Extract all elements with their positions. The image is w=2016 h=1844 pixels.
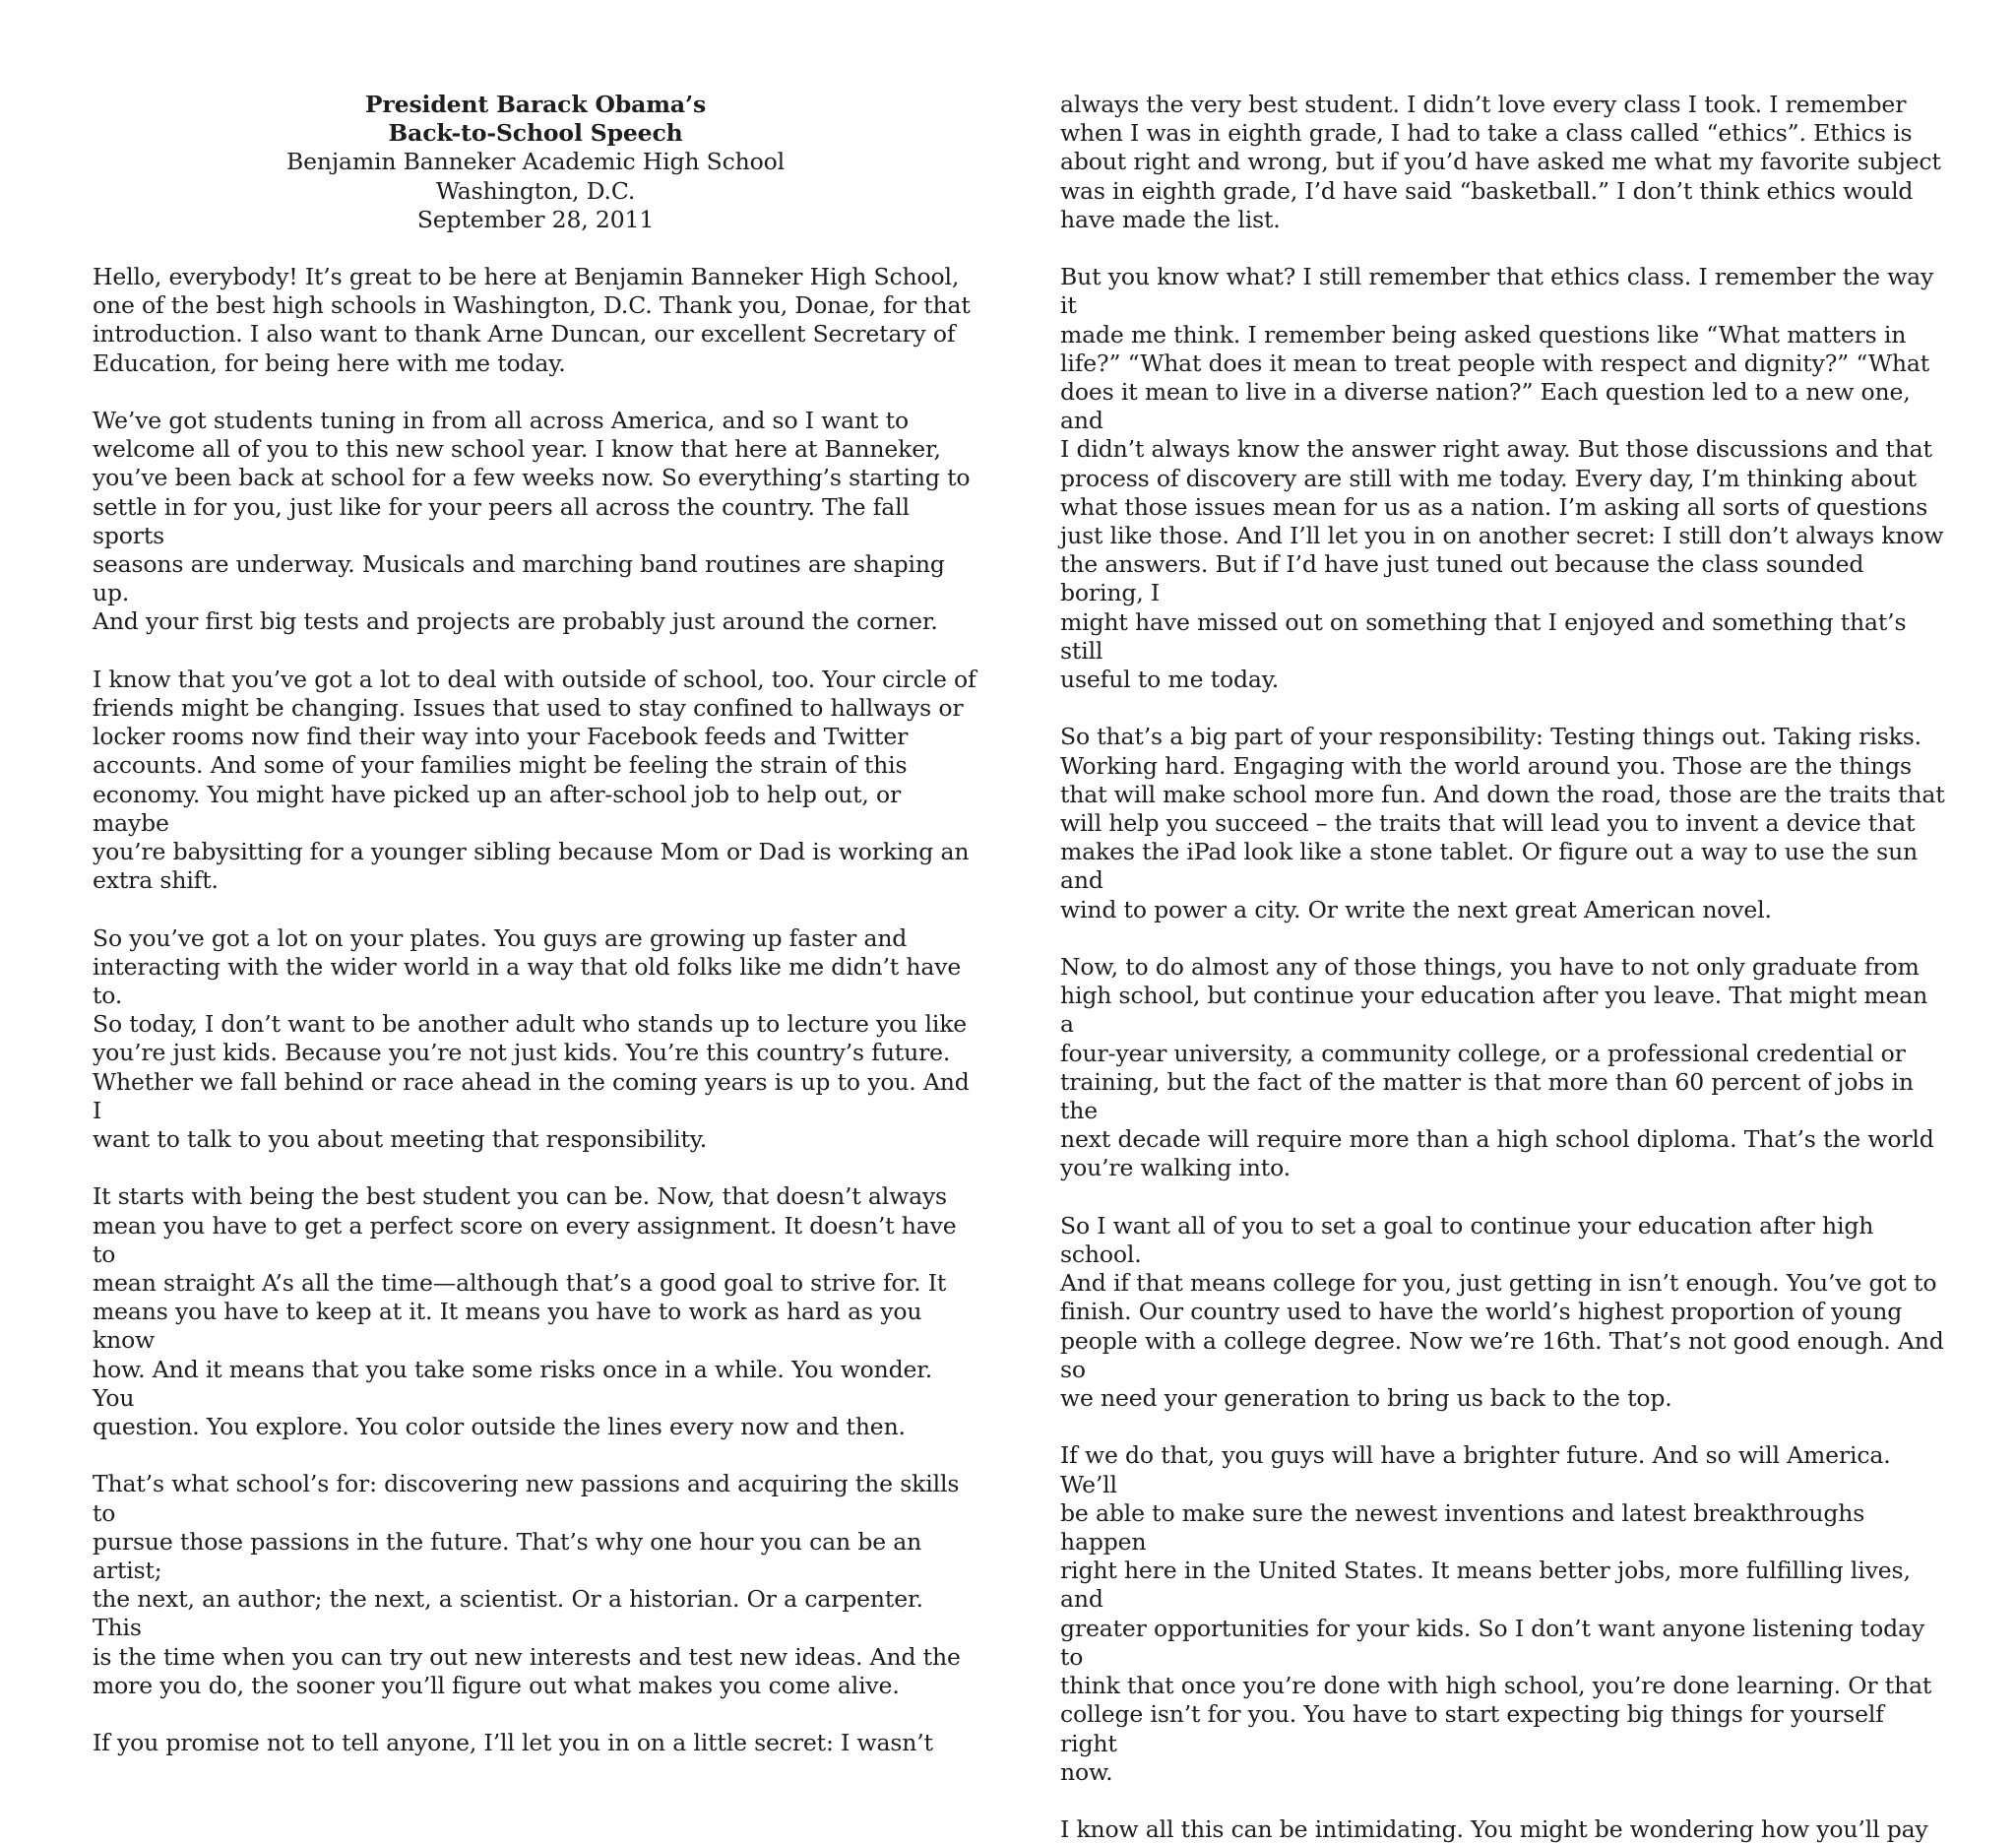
paragraph: We’ve got students tuning in from all across America, and so I want to welcome all of you to this new school year. I know that here at Banneker, you’ve been back at school for a few weeks now. So everything’s starting to settle in for you, just like for your peers all across the country. The fall sports seasons are underway. Musicals and marching band routines are shaping up. And your first big tests and projects are probably just around the corner.: [93, 407, 971, 636]
paragraph: But you know what? I still remember that ethics class. I remember the way it made me think. I remember being asked questions like “What matters in life?” “What does it mean to treat people with respect and dignity?” “What does it mean to live in a diverse nation?” Each question led to a new one, and I didn’t always know the answer right away. But those discussions and that process of discovery are still with me today. Every day, I’m thinking about what those issues mean for us as a nation. I’m asking all sorts of questions just like those. And I’ll let you in on another secret: I still don’t always know the answers. But if I’d have just tuned out because the class sounded boring, I might have missed out on something that I enjoyed and something that’s still useful to me today.: [1060, 263, 1944, 694]
paragraph: always the very best student. I didn’t love every class I took. I remember when I was in eighth grade, I had to take a class called “ethics”. Ethics is about right and wrong, but if you’d have asked me what my favorite subject was in eighth grade, I’d have said “basketball.” I don’t think ethics would have made the list.: [1060, 91, 1941, 233]
paragraph: Hello, everybody! It’s great to be here at Benjamin Banneker High School, one of the best high schools in Washington, D.C. Thank you, Donae, for that introduction. I also want to thank Arne Duncan, our excellent Secretary of Education, for being here with me today.: [93, 263, 971, 377]
speech-title-line2: Back-to-School Speech: [388, 119, 683, 148]
speech-title-line1: President Barack Obama’s: [364, 91, 707, 118]
paragraph: It starts with being the best student you can be. Now, that doesn’t always mean you have to get a perfect score on every assignment. It doesn’t have to mean straight A’s all the time—although that’s a good goal to strive for. It means you have to keep at it. It means you have to work as hard as you know how. And it means that you take some risks once in a while. You wonder. You question. You explore. You color outside the lines every now and then.: [93, 1182, 957, 1441]
speech-header: [93, 91, 978, 234]
speech-venue: Benjamin Banneker Academic High School: [285, 148, 785, 176]
paragraph: So you’ve got a lot on your plates. You guys are growing up faster and interacting with the wider world in a way that old folks like me didn’t have to. So today, I don’t want to be another adult who stands up to lecture you like you’re just kids. Because you’re not just kids. You’re this country’s future. Whether we fall behind or race ahead in the coming years is up to you. And I want to talk to you about meeting that responsibility.: [93, 923, 970, 1154]
speech-date: September 28, 2011: [416, 205, 655, 233]
paragraph: Now, to do almost any of those things, you have to not only graduate from high school, but continue your education after you leave. That might mean a four-year university, a community college, or a professional credential or training, but the fact of the matter is that more than 60 percent of jobs in the next decade will require more than a high school diploma. That’s the world you’re walking into.: [1060, 953, 1934, 1182]
paragraph: That’s what school’s for: discovering new passions and acquiring the skills to pursue those passions in the future. That’s why one hour you can be an artist; the next, an author; the next, a scientist. Or a historian. Or a carpenter. This is the time when you can try out new interests and test new ideas. And the more you do, the sooner you’ll figure out what makes you come alive.: [93, 1470, 961, 1699]
paragraph: I know that you’ve got a lot to deal with outside of school, too. Your circle of friends might be changing. Issues that used to stay confined to hallways or locker rooms now find their way into your Facebook feeds and Twitter accounts. And some of your families might be feeling the strain of this economy. You might have picked up an after-school job to help out, or maybe you’re babysitting for a younger sibling because Mom or Dad is working an extra shift.: [93, 665, 976, 895]
paragraph: So that’s a big part of your responsibility: Testing things out. Taking risks. Working hard. Engaging with the world around you. Those are the things that will make school more fun. And down the road, those are the traits that will help you succeed – the traits that will lead you to invent a device that makes the iPad look like a stone tablet. Or figure out a way to use the sun and wind to power a city. Or write the next great American novel.: [1060, 723, 1945, 923]
right-column: [1060, 91, 1946, 1844]
speech-city: Washington, D.C.: [435, 176, 636, 205]
paragraph: If you promise not to tell anyone, I’ll let you in on a little secret: I wasn’t: [93, 1729, 933, 1757]
left-column: [93, 91, 978, 1757]
paragraph: If we do that, you guys will have a brighter future. And so will America. We’ll be able to make sure the newest inventions and latest breakthroughs happen right here in the United States. It means better jobs, more fulfilling lives, and greater opportunities for your kids. So I don’t want anyone listening today to think that once you’re done with high school, you’re done learning. Or that college isn’t for you. You have to start expecting big things for yourself right now.: [1060, 1441, 1932, 1786]
paragraph: I know all this can be intimidating. You might be wondering how you’ll pay: [1060, 1815, 1928, 1844]
paragraph: So I want all of you to set a goal to continue your education after high school. And if that means college for you, just getting in isn’t enough. You’ve got to finish. Our country used to have the world’s highest proportion of young people with a college degree. Now we’re 16th. That’s not good enough. And so we need your generation to bring us back to the top.: [1060, 1211, 1944, 1413]
